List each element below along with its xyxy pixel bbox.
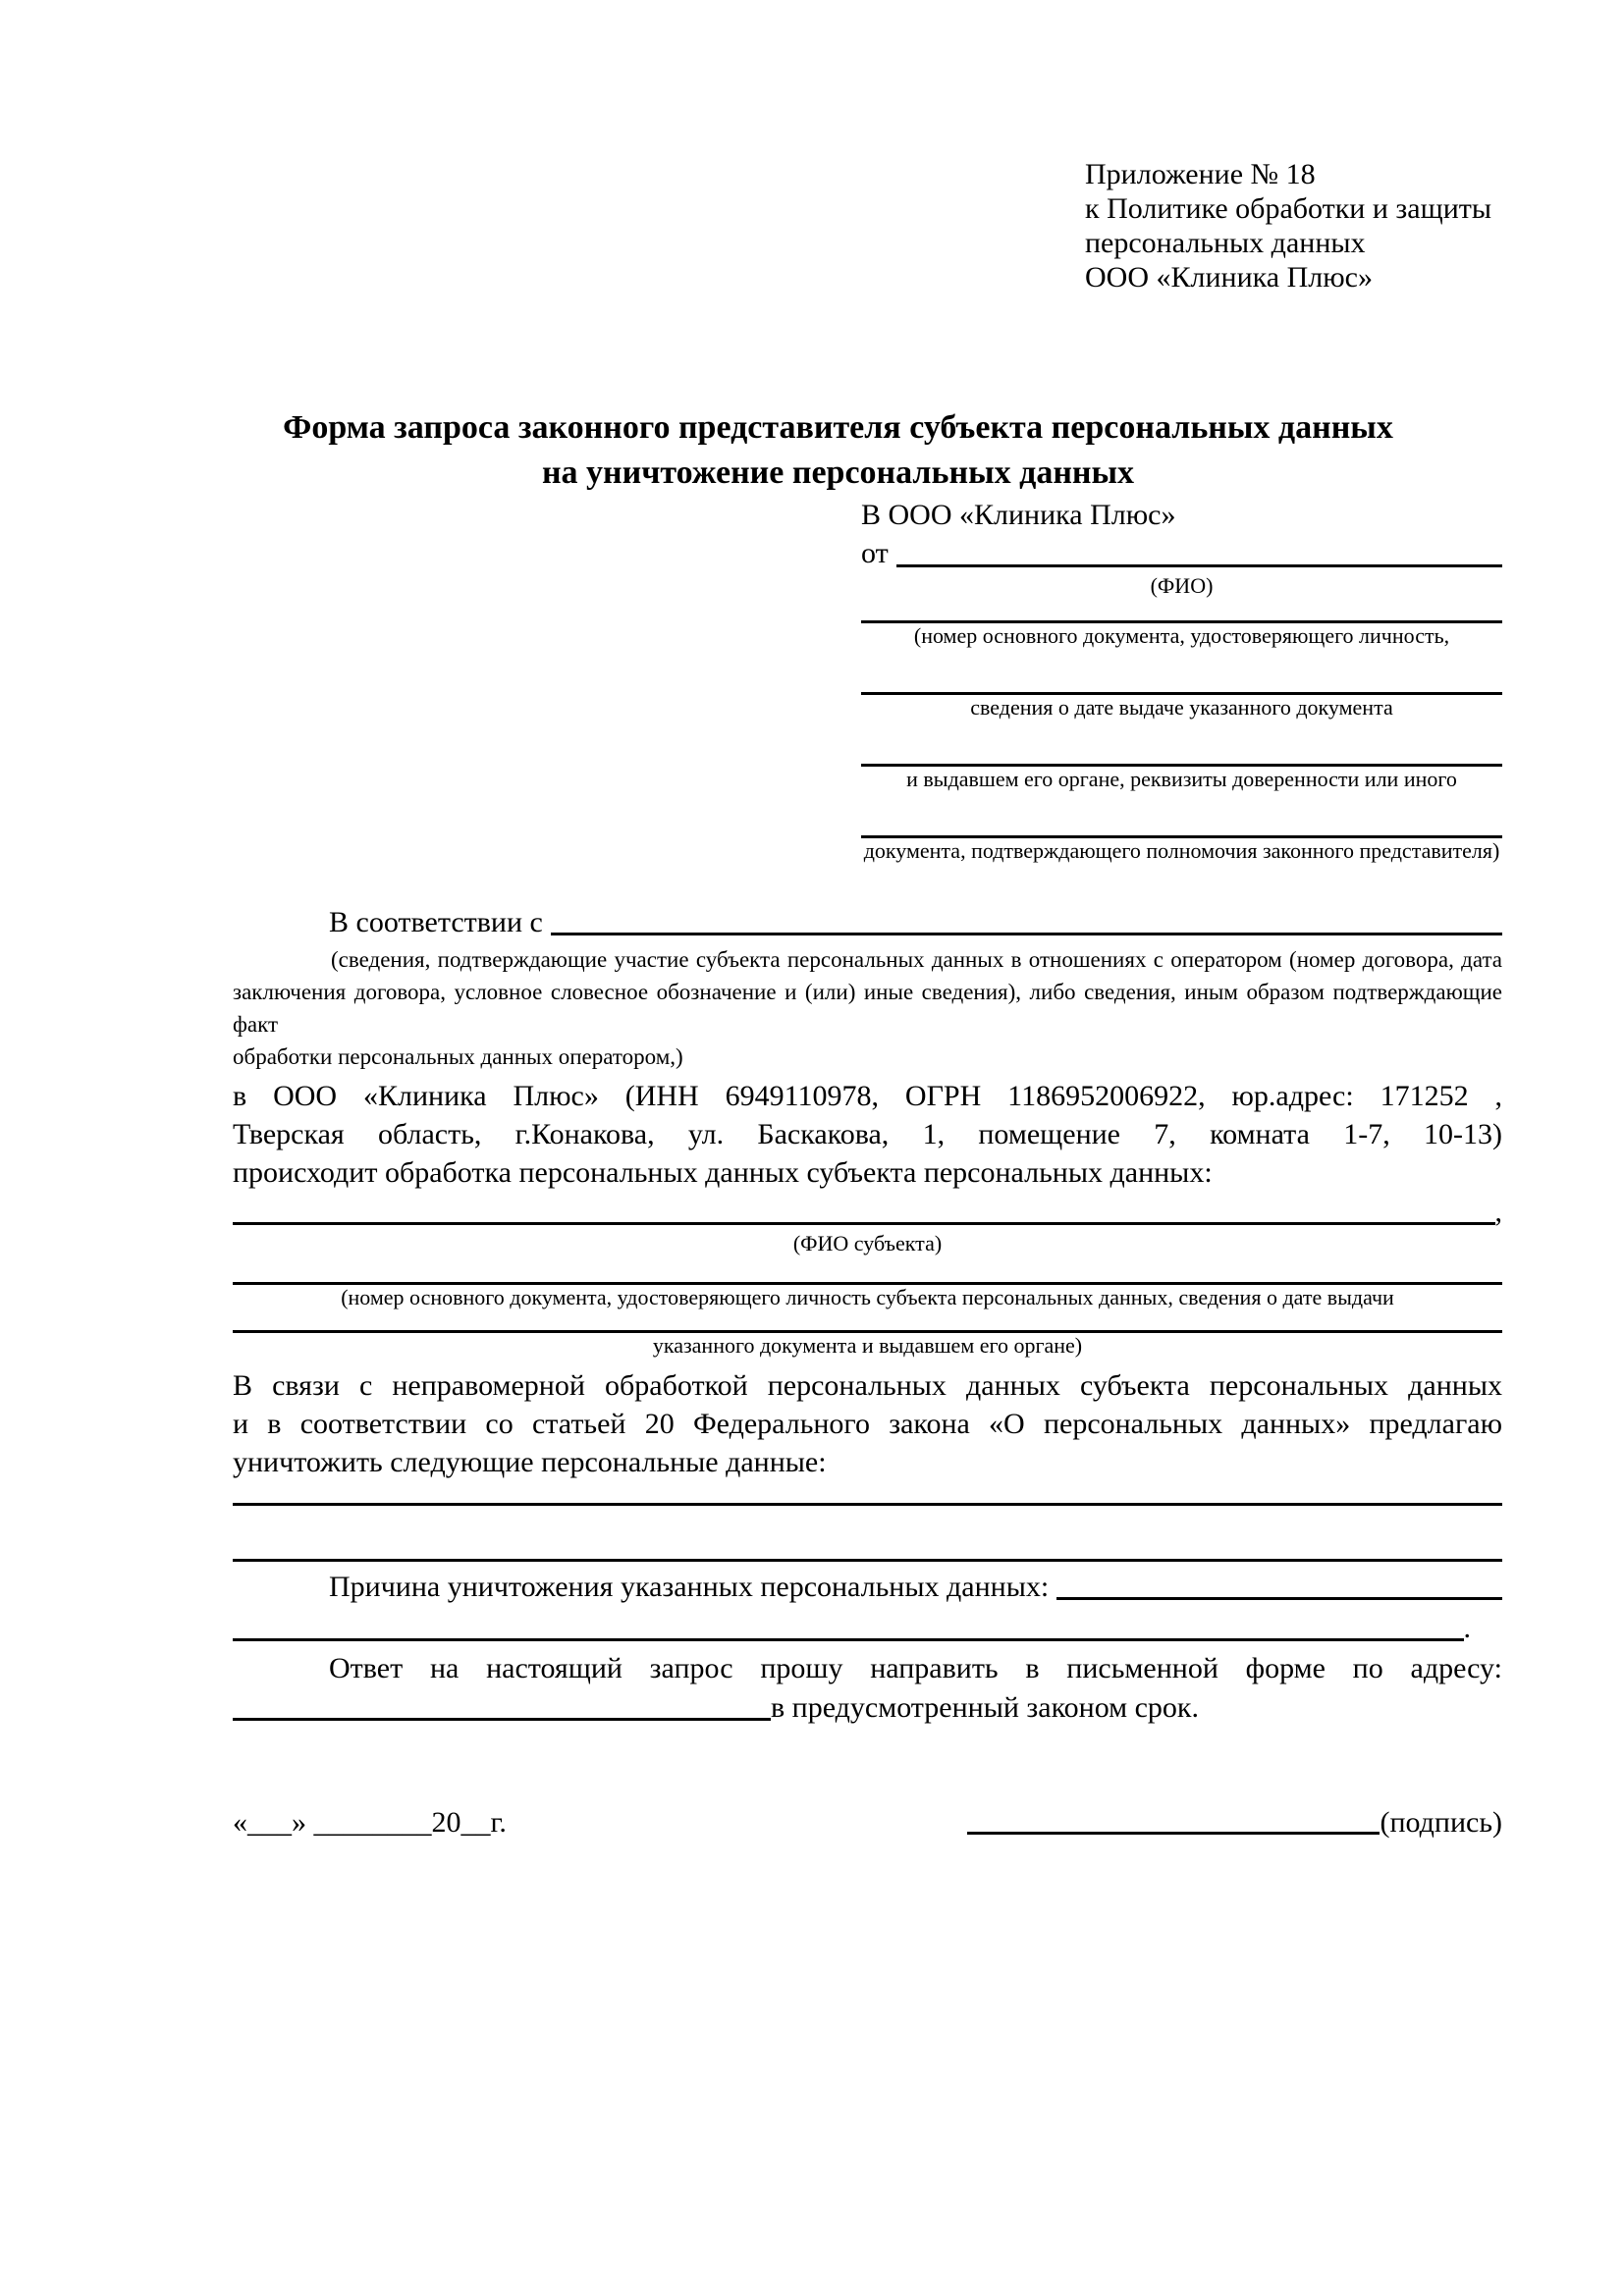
- from-row: [861, 534, 1502, 573]
- representative-doc-caption: сведения о дате выдаче указанного документа: [970, 695, 1393, 720]
- reply-tail-text: в предусмотренный законом срок.: [771, 1691, 1199, 1724]
- reply-request-paragraph: Ответ на настоящий запрос прошу направить в письменной форме по адресу:: [329, 1652, 1502, 1684]
- destruction-paragraph-line: В связи с неправомерной обработкой персональных данных субъекта персональных данных: [233, 1369, 1502, 1402]
- sentence-period: .: [1463, 1612, 1471, 1644]
- appendix-line: Приложение № 18: [1085, 158, 1316, 190]
- reply-address-row: [233, 1687, 1502, 1727]
- appendix-header: [1085, 157, 1502, 294]
- signature-caption: (подпись): [1380, 1806, 1502, 1839]
- form-title: [233, 405, 1443, 496]
- representative-doc-caption: (номер основного документа, удостоверяющего личность,: [913, 623, 1450, 648]
- accordance-caption-line: заключения договора, условное словесное обозначение и (или) иные сведения), либо сведения, иным образом подтверждающие факт: [233, 980, 1502, 1037]
- reply-address-blank-line: [233, 1718, 771, 1721]
- subject-fio-comma: ,: [1494, 1196, 1502, 1228]
- destruction-paragraph-line: уничтожить следующие персональные данные:: [233, 1446, 827, 1478]
- accordance-row: [233, 903, 1502, 941]
- accordance-caption-line: обработки персональных данных оператором,): [233, 1044, 683, 1069]
- reason-continuation-row: [233, 1612, 1502, 1647]
- appendix-line: персональных данных: [1085, 227, 1366, 259]
- from-label: от: [861, 537, 889, 569]
- document-body: [233, 903, 1502, 1842]
- form-title-line-1: Форма запроса законного представителя субъекта персональных данных: [283, 409, 1393, 446]
- appendix-line: ООО «Клиника Плюс»: [1085, 261, 1373, 294]
- subject-doc-caption: (номер основного документа, удостоверяющего личность субъекта персональных данных, сведения о дате выдачи: [341, 1285, 1394, 1309]
- destruction-paragraph-line: и в соответствии со статьей 20 Федерального закона «О персональных данных» предлагаю: [233, 1408, 1502, 1440]
- appendix-line: к Политике обработки и защиты: [1085, 192, 1492, 225]
- reason-continuation-blank-line: [233, 1638, 1464, 1641]
- reason-blank-line: [1056, 1597, 1502, 1600]
- reason-label: Причина уничтожения указанных персональных данных:: [329, 1571, 1050, 1603]
- personal-data-blank-line: [233, 1559, 1502, 1562]
- representative-doc-caption: и выдавшем его органе, реквизиты доверенности или иного: [906, 767, 1457, 791]
- from-fio-blank-line: [896, 564, 1502, 567]
- signature-group: [967, 1803, 1502, 1842]
- accordance-caption: [233, 943, 1502, 1073]
- fio-subject-caption: (ФИО субъекта): [792, 1231, 943, 1255]
- date-signature-row: [233, 1803, 1502, 1842]
- operator-paragraph: [233, 1077, 1502, 1192]
- addressee-block: [861, 496, 1502, 864]
- subject-fio-row: [233, 1192, 1502, 1231]
- destruction-paragraph: [233, 1366, 1502, 1481]
- operator-paragraph-line: происходит обработка персональных данных субъекта персональных данных:: [233, 1156, 1213, 1189]
- representative-doc-caption: документа, подтверждающего полномочия законного представителя): [863, 838, 1500, 863]
- subject-fio-blank-line: [233, 1222, 1495, 1225]
- accordance-blank-line: [551, 933, 1502, 935]
- date-blank-text: «___» ________20__г.: [233, 1806, 507, 1839]
- form-title-line-2: на уничтожение персональных данных: [541, 454, 1135, 491]
- operator-paragraph-line: в ООО «Клиника Плюс» (ИНН 6949110978, ОГРН 1186952006922, юр.адрес: 171252 ,: [233, 1080, 1502, 1112]
- reason-row: [233, 1568, 1502, 1606]
- operator-paragraph-line: Тверская область, г.Конакова, ул. Баскакова, 1, помещение 7, комната 1-7, 10-13): [233, 1118, 1502, 1150]
- accordance-caption-line: (сведения, подтверждающие участие субъекта персональных данных в отношениях с оператором (номер договора, дата: [331, 947, 1502, 972]
- signature-blank-line: [967, 1832, 1380, 1835]
- personal-data-blank-line: [233, 1503, 1502, 1506]
- addressee-organization: В ООО «Клиника Плюс»: [861, 499, 1176, 531]
- fio-caption: (ФИО): [1150, 573, 1214, 598]
- subject-doc-caption: указанного документа и выдавшем его органе): [652, 1333, 1083, 1358]
- accordance-label: В соответствии с: [329, 906, 543, 938]
